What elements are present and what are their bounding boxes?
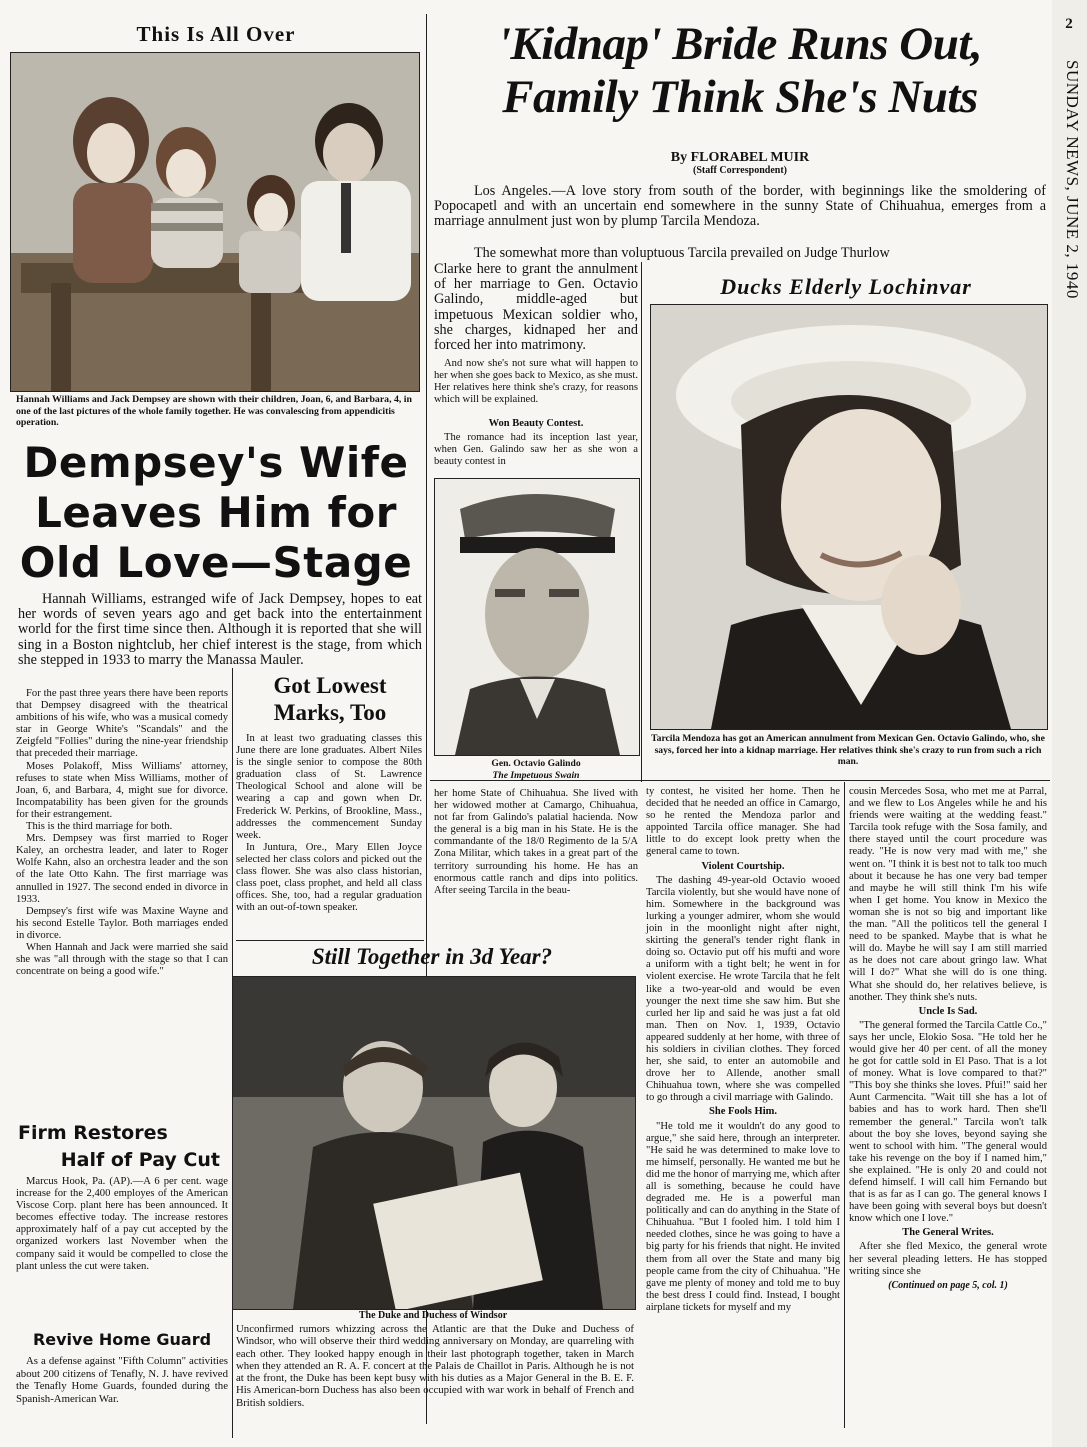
paragraph: In at least two graduating classes this June there are lone graduates. Albert Niles is the single senior to compose the 80th graduation class of St. Lawrence Theological School and alone will be wearing a cap and gown when Dr. Frederick W. Perkins, of Brookline, Mass., addresses the commencement Sunday week. [236,733,422,841]
subhead-beauty: Won Beauty Contest. [488,418,584,429]
headline-line: Dempsey's Wife [23,438,409,487]
headline-line: Leaves Him for [35,488,397,537]
photo-header: This Is All Over [136,22,296,46]
paragraph: For the past three years there have been reports that Dempsey disagreed with the theatrical ambitions of his wife, who was a musical comedy star in George White's "Scandals" and the Zeigfeld "Follies" during the nine-year friendship that preceded their marriage. [16,688,228,760]
kidnap-col-d [849,786,1047,1292]
tarcila-photo-header: Ducks Elderly Lochinvar [720,274,972,299]
family-photo-frame [10,22,422,392]
paragraph: This is the third marriage for both. [26,821,173,833]
column-rule [641,262,642,782]
pay-headline [14,1120,228,1174]
paragraph: The dashing 49-year-old Octavio wooed Tarcila violently, but she would have none of him. Somewhere in the background was lurking a younger admirer, whom she would join in the moonlight night after night, skirting the general's tender right flank in doing so. Octavio put off his mufti and wore a uniform with a tight belt; he went in for violent exercise. He wrote Tarcila that he felt like a two-year-old and would be even younger the next time she saw him. But she curled her lip and said he was just a fat old man. Then on Nov. 1, 1939, Octavio appeared suddenly at her home, with three of his soldiers in civilian clothes. They forced her, she said, to enter an automobile and drove her to Allende, another small Chihuahua town, where she was compelled to go through a civil marriage with Galindo. [646,874,840,1104]
windsor-body: Unconfirmed rumors whizzing across the Atlantic are that the Duke and Duchess of Windsor, who will observe their third wedding anniversary on Monday, are quarreling with each other. They looked happy enough in their last photograph together, taken in March when they attended an R. A. F. concert at the Palais de Chaillot in Paris. Although he is not at the front, the Duke has been kept busy with his duties as a Major General in the B. E. F. His American-born Duchess has also been occupied with war work in behalf of French and British soldiers. [236,1323,634,1409]
paragraph: "The general formed the Tarcila Cattle Co.," says her uncle, Elokio Sosa. "He told her he would give her 40 per cent. of all the money he got for cattle sold in El Paso. That is a lot of money. What is love compared to that?" "This boy she thinks she loves. Pfui!" said her Aunt Carmencita. "Wait till she has a lot of babies and has to work hard. Then she'll remember the general." Tarcila won't talk about the boy she loves, beyond saying she went to school with him. "The general would take his revenge on the boy if I named him," she explained. "He is only 20 and could not defend himself. I will call him Fernando but that is as far as I can go. The general knows I have been going with several boys but doesn't know which one I love." [849,1019,1047,1225]
windsor-caption: The Duke and Duchess of Windsor [358,1310,508,1321]
kidnap-col-c [646,786,840,1314]
headline-line: Got Lowest [273,673,387,698]
headline-line: Half of Pay Cut [60,1149,220,1171]
headline-line: Old Love—Stage [19,538,413,587]
subhead-uncle: Uncle Is Sad. [918,1005,978,1017]
paragraph: In Juntura, Ore., Mary Ellen Joyce selected her class colors and picked out the class flower. She was also class historian, class poet, class prophet, and held all class offices. She, too, had a regular graduation with an out-of-town speaker. [236,841,422,914]
marks-headline [236,672,424,726]
family-photo-caption: Hannah Williams and Jack Dempsey are shown with their children, Joan, 6, and Barbara, 4, in one of the last pictures of the whole family together. He was convalescing from appendicitis operation. [16,394,412,428]
dempsey-headline [10,438,422,588]
kidnap-col-b: her home State of Chihuahua. She lived with her widowed mother at Camargo, Chihuahua, not far from Galindo's palatial hacienda. Now the general is a big man in his State. He is the commandante of the 18/0 Regimento de la 5/A Zona Militar, which takes in a great part of the territory surrounding his home. He has an enormous cattle ranch and dips into politics. After seeing Tarcila in the beau- [434,788,638,896]
kidnap-col-a: Clarke here to grant the annulment of her marriage to Gen. Octavio Galindo, middle-aged but impetuous Mexican soldier who, she charges, kidnaped her and forced her into matrimony. [434,261,638,354]
paragraph: After she fled Mexico, the general wrote her several pleading letters. He has stopped writing since she [849,1241,1047,1277]
kidnap-col-a-small: And now she's not sure what will happen to her when she goes back to Mexico, as she must. Her relatives here think she's crazy, for reasons which will be explained. [434,358,638,406]
dempsey-lead: Hannah Williams, estranged wife of Jack Dempsey, hopes to eat her words of seven years ago and get back into the entertainment world for the first time since then. Although it is reported that she will sing in a Boston nightclub, her chief interest is the stage, from which she stepped in 1933 to marry the Manassa Mauler. [18,591,422,668]
kidnap-headline [432,18,1048,124]
headline-line: Marks, Too [273,700,387,725]
paragraph: ty contest, he visited her home. Then he decided that he needed an office in Camargo, so he rented the Mendoza parlor and appointed Tarcila office manager. She had little to do except look pretty when the general came to town. [646,786,840,858]
marks-body [236,733,422,914]
page-number: 2 [1065,16,1073,32]
headline-line: 'Kidnap' Bride Runs Out, [497,18,983,70]
guard-body: As a defense against "Fifth Column" activities about 200 citizens of Tenafly, N. J. have revived the Tenafly Home Guards, founded during the Spanish-American War. [16,1355,228,1405]
byline-name: By FLORABEL MUIR [670,150,810,165]
general-photo [434,478,640,756]
guard-headline: Revive Home Guard [32,1330,212,1349]
headline-line: Family Think She's Nuts [502,71,978,123]
tarcila-photo [650,304,1048,730]
dempsey-family-photo [10,52,420,392]
paragraph: Moses Polakoff, Miss Williams' attorney, refuses to state when Miss Williams, mother of Joan, 6, and Barbara, 4, might sue for divorce. Incompatability has been given for the grounds for their estrangement. [16,760,228,820]
general-caption [434,758,638,781]
dempsey-body [16,688,228,978]
dateline: SUNDAY NEWS, JUNE 2, 1940 [1063,60,1082,299]
paragraph: Dempsey's first wife was Maxine Wayne and his second Estelle Taylor. Both marriages ended in divorce. [16,905,228,941]
continued-note: (Continued on page 5, col. 1) [888,1279,1008,1291]
side-banner [1052,0,1087,1447]
subhead-fools: She Fools Him. [709,1106,777,1118]
byline [432,150,1048,176]
section-rule [236,940,424,941]
subhead-writes: The General Writes. [902,1227,994,1239]
byline-title: (Staff Correspondent) [693,165,787,176]
caption-line: The Impetuous Swain [492,769,580,781]
paragraph: When Hannah and Jack were married she said she was "all through with the stage so that I can concentrate on being a good wife." [16,941,228,978]
windsor-headline: Still Together in 3d Year? [311,944,553,969]
headline-line: Firm Restores [18,1122,168,1144]
kidnap-col-a-small-2: The romance had its inception last year, when Gen. Galindo saw her as she won a beauty contest in [434,432,638,468]
tarcila-photo-caption: Tarcila Mendoza has got an American annulment from Mexican Gen. Octavio Galindo, who, she says, forced her into a kidnap marriage. Her relatives think she's crazy to run from such a rich man. [651,733,1045,767]
subhead-violent: Violent Courtship. [701,860,785,872]
paragraph: cousin Mercedes Sosa, who met me at Parral, and we flew to Los Angeles while he and his friends were waiting at the wedding feast." Tarcila took refuge with the Sosa family, and there stayed until the court procedure was ready. "He is now very mad with me," she went on. "I think it is best not to talk too much about it because he has one very bad temper and maybe he will still think I'm his wife when I get home. You know in Mexico the woman she is not so big and important like the man. "All the politicos tell the general I need to be spanked. Maybe that is what he will do. Maybe he will say I am still married as he does not care about gringo law. What will I do?" What she will do is one thing. What she should do, her relatives believe, is another. They think she's nuts. [849,786,1047,1003]
kidnap-lead: Los Angeles.—A love story from south of the border, with beginnings like the smoldering of Popocapetl and with an uncertain end somewhere in the sunny State of Chihuahua, emerges from a marriage annulment just won by plump Tarcila Mendoza. [434,183,1046,230]
paragraph: Mrs. Dempsey was first married to Roger Kaley, an orchestra leader, and later to Roger Wolfe Kahn, also an orchestra leader and the son of the late Otto Kahn. The first marriage was annulled in 1927. The second ended in divorce in 1933. [16,833,228,905]
paragraph: "He told me it wouldn't do any good to argue," she said here, through an interpreter. "He said he was determined to make love to me himself, personally. He wanted me but he did me the honor of marrying me, which after all is something, because he could have degraded me. He is a powerful man politically and can do anything in the State of Chihuahua. "But I fooled him. I told him I needed clothes, since he was going to have a big party for his friends that night. He invited them from all over the State and many big people came from the city of Chihuahua. "He gave me plenty of money and told me to buy the best dress I could find. Instead, I bought airplane tickets for myself and my [646,1120,840,1313]
kidnap-lead-2: The somewhat more than voluptuous Tarcila prevailed on Judge Thurlow [474,245,890,261]
windsor-photo [232,976,636,1310]
column-rule [844,782,845,1428]
pay-body: Marcus Hook, Pa. (AP).—A 6 per cent. wage increase for the 2,400 employes of the American Viscose Corp. plant here has been announced. It becomes effective today. The increase restores approximately half of a pay cut accepted by the organized workers last November when the company said it would be compelled to close the plant unless the cut were taken. [16,1176,228,1272]
caption-line: Gen. Octavio Galindo [491,758,581,769]
